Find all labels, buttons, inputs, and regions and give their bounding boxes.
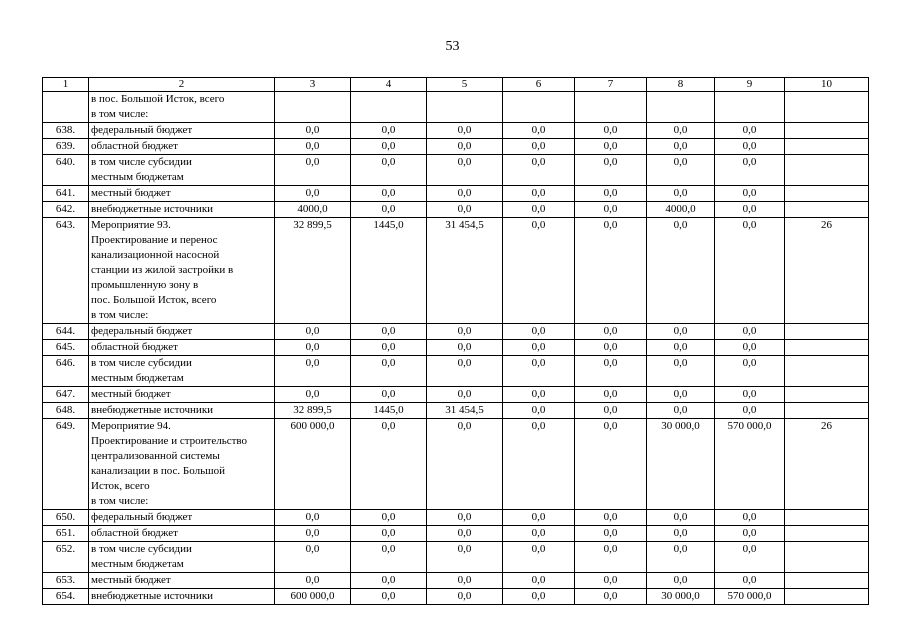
cell-col-9: 0,0 [715, 387, 785, 403]
cell-col-10 [785, 403, 869, 419]
row-description: в том числе субсидии местным бюджетам [89, 356, 275, 387]
column-header-7: 7 [575, 78, 647, 92]
cell-col-3: 32 899,5 [275, 403, 351, 419]
cell-col-3: 0,0 [275, 324, 351, 340]
cell-col-6: 0,0 [503, 542, 575, 573]
row-description: областной бюджет [89, 139, 275, 155]
cell-col-10: 26 [785, 419, 869, 510]
cell-col-5: 0,0 [427, 186, 503, 202]
cell-col-5: 0,0 [427, 542, 503, 573]
cell-col-5: 31 454,5 [427, 403, 503, 419]
cell-col-7: 0,0 [575, 573, 647, 589]
cell-col-6: 0,0 [503, 218, 575, 324]
cell-col-3: 0,0 [275, 123, 351, 139]
cell-col-4: 0,0 [351, 573, 427, 589]
cell-col-8: 0,0 [647, 218, 715, 324]
cell-col-9: 0,0 [715, 542, 785, 573]
cell-col-10 [785, 92, 869, 123]
cell-col-10 [785, 324, 869, 340]
cell-col-4: 0,0 [351, 155, 427, 186]
cell-col-9: 0,0 [715, 340, 785, 356]
cell-col-5: 0,0 [427, 155, 503, 186]
cell-col-5: 0,0 [427, 387, 503, 403]
cell-col-8: 0,0 [647, 526, 715, 542]
cell-col-9: 0,0 [715, 218, 785, 324]
cell-col-8: 30 000,0 [647, 589, 715, 605]
budget-table [42, 77, 869, 605]
cell-col-6: 0,0 [503, 324, 575, 340]
row-number: 644. [43, 324, 89, 340]
column-header-2: 2 [89, 78, 275, 92]
cell-col-7: 0,0 [575, 589, 647, 605]
table-row [43, 155, 869, 186]
cell-col-9: 0,0 [715, 324, 785, 340]
cell-col-7: 0,0 [575, 526, 647, 542]
cell-col-10 [785, 186, 869, 202]
cell-col-5: 0,0 [427, 526, 503, 542]
cell-col-10 [785, 573, 869, 589]
row-description: в том числе субсидии местным бюджетам [89, 155, 275, 186]
row-number: 646. [43, 356, 89, 387]
row-description: областной бюджет [89, 340, 275, 356]
cell-col-9: 0,0 [715, 403, 785, 419]
row-number: 638. [43, 123, 89, 139]
row-description: местный бюджет [89, 573, 275, 589]
cell-col-3: 0,0 [275, 186, 351, 202]
cell-col-8: 0,0 [647, 573, 715, 589]
row-description: Мероприятие 94. Проектирование и строительство централизованной системы канализации в пос. Большой Исток, всего в том числе: [89, 419, 275, 510]
row-description: в пос. Большой Исток, всего в том числе: [89, 92, 275, 123]
column-header-8: 8 [647, 78, 715, 92]
cell-col-6: 0,0 [503, 356, 575, 387]
cell-col-10 [785, 202, 869, 218]
cell-col-9: 570 000,0 [715, 589, 785, 605]
cell-col-4: 0,0 [351, 419, 427, 510]
cell-col-8: 0,0 [647, 123, 715, 139]
cell-col-5 [427, 92, 503, 123]
cell-col-10 [785, 123, 869, 139]
cell-col-9 [715, 92, 785, 123]
cell-col-3: 0,0 [275, 510, 351, 526]
cell-col-8: 0,0 [647, 510, 715, 526]
cell-col-8: 0,0 [647, 356, 715, 387]
cell-col-7: 0,0 [575, 139, 647, 155]
cell-col-7: 0,0 [575, 218, 647, 324]
cell-col-6: 0,0 [503, 123, 575, 139]
cell-col-3: 4000,0 [275, 202, 351, 218]
cell-col-8: 0,0 [647, 139, 715, 155]
cell-col-3: 32 899,5 [275, 218, 351, 324]
column-header-3: 3 [275, 78, 351, 92]
cell-col-6: 0,0 [503, 403, 575, 419]
cell-col-6: 0,0 [503, 155, 575, 186]
cell-col-6: 0,0 [503, 526, 575, 542]
cell-col-7: 0,0 [575, 202, 647, 218]
cell-col-3: 0,0 [275, 526, 351, 542]
cell-col-5: 0,0 [427, 202, 503, 218]
cell-col-6: 0,0 [503, 573, 575, 589]
cell-col-5: 0,0 [427, 324, 503, 340]
cell-col-8 [647, 92, 715, 123]
cell-col-4: 0,0 [351, 324, 427, 340]
cell-col-8: 0,0 [647, 324, 715, 340]
column-header-6: 6 [503, 78, 575, 92]
cell-col-5: 0,0 [427, 123, 503, 139]
row-description: внебюджетные источники [89, 589, 275, 605]
cell-col-3: 0,0 [275, 139, 351, 155]
cell-col-10 [785, 155, 869, 186]
row-number: 647. [43, 387, 89, 403]
table-row [43, 589, 869, 605]
column-header-1: 1 [43, 78, 89, 92]
cell-col-9: 0,0 [715, 186, 785, 202]
row-number: 649. [43, 419, 89, 510]
cell-col-4: 0,0 [351, 356, 427, 387]
cell-col-3: 600 000,0 [275, 589, 351, 605]
cell-col-7: 0,0 [575, 324, 647, 340]
cell-col-7: 0,0 [575, 542, 647, 573]
cell-col-5: 0,0 [427, 139, 503, 155]
column-header-4: 4 [351, 78, 427, 92]
cell-col-8: 0,0 [647, 340, 715, 356]
table-row [43, 356, 869, 387]
table-row [43, 510, 869, 526]
cell-col-5: 0,0 [427, 419, 503, 510]
row-description: внебюджетные источники [89, 403, 275, 419]
row-number: 639. [43, 139, 89, 155]
table-row [43, 573, 869, 589]
cell-col-4: 1445,0 [351, 218, 427, 324]
cell-col-9: 0,0 [715, 510, 785, 526]
cell-col-3: 0,0 [275, 542, 351, 573]
table-body [43, 92, 869, 605]
cell-col-6: 0,0 [503, 510, 575, 526]
table-row [43, 340, 869, 356]
cell-col-7 [575, 92, 647, 123]
cell-col-9: 0,0 [715, 202, 785, 218]
cell-col-6 [503, 92, 575, 123]
row-number: 652. [43, 542, 89, 573]
cell-col-4: 0,0 [351, 387, 427, 403]
cell-col-5: 0,0 [427, 573, 503, 589]
row-description: местный бюджет [89, 387, 275, 403]
cell-col-9: 0,0 [715, 155, 785, 186]
cell-col-3: 0,0 [275, 155, 351, 186]
cell-col-7: 0,0 [575, 510, 647, 526]
cell-col-10 [785, 542, 869, 573]
row-number: 650. [43, 510, 89, 526]
cell-col-7: 0,0 [575, 387, 647, 403]
cell-col-5: 0,0 [427, 356, 503, 387]
cell-col-4: 0,0 [351, 186, 427, 202]
cell-col-10: 26 [785, 218, 869, 324]
row-number [43, 92, 89, 123]
cell-col-5: 0,0 [427, 340, 503, 356]
row-number: 641. [43, 186, 89, 202]
cell-col-3 [275, 92, 351, 123]
cell-col-6: 0,0 [503, 340, 575, 356]
row-number: 643. [43, 218, 89, 324]
cell-col-8: 30 000,0 [647, 419, 715, 510]
cell-col-8: 4000,0 [647, 202, 715, 218]
row-description: федеральный бюджет [89, 510, 275, 526]
cell-col-6: 0,0 [503, 419, 575, 510]
cell-col-4: 0,0 [351, 510, 427, 526]
header-row [43, 78, 869, 92]
cell-col-9: 0,0 [715, 356, 785, 387]
cell-col-7: 0,0 [575, 403, 647, 419]
row-number: 648. [43, 403, 89, 419]
row-number: 645. [43, 340, 89, 356]
cell-col-10 [785, 340, 869, 356]
cell-col-7: 0,0 [575, 356, 647, 387]
row-description: внебюджетные источники [89, 202, 275, 218]
cell-col-4: 0,0 [351, 340, 427, 356]
cell-col-7: 0,0 [575, 155, 647, 186]
cell-col-9: 0,0 [715, 526, 785, 542]
cell-col-5: 0,0 [427, 589, 503, 605]
cell-col-10 [785, 589, 869, 605]
table-row [43, 139, 869, 155]
cell-col-3: 0,0 [275, 573, 351, 589]
cell-col-4 [351, 92, 427, 123]
cell-col-10 [785, 387, 869, 403]
cell-col-4: 0,0 [351, 123, 427, 139]
row-number: 642. [43, 202, 89, 218]
column-header-9: 9 [715, 78, 785, 92]
row-number: 651. [43, 526, 89, 542]
cell-col-10 [785, 139, 869, 155]
cell-col-5: 0,0 [427, 510, 503, 526]
row-description: федеральный бюджет [89, 324, 275, 340]
row-description: местный бюджет [89, 186, 275, 202]
cell-col-3: 600 000,0 [275, 419, 351, 510]
cell-col-8: 0,0 [647, 403, 715, 419]
cell-col-4: 0,0 [351, 139, 427, 155]
cell-col-3: 0,0 [275, 356, 351, 387]
table-row [43, 186, 869, 202]
cell-col-6: 0,0 [503, 139, 575, 155]
row-number: 654. [43, 589, 89, 605]
cell-col-6: 0,0 [503, 589, 575, 605]
cell-col-8: 0,0 [647, 387, 715, 403]
column-header-5: 5 [427, 78, 503, 92]
cell-col-6: 0,0 [503, 186, 575, 202]
cell-col-9: 0,0 [715, 573, 785, 589]
cell-col-8: 0,0 [647, 542, 715, 573]
row-description: федеральный бюджет [89, 123, 275, 139]
table-row [43, 387, 869, 403]
cell-col-8: 0,0 [647, 186, 715, 202]
cell-col-10 [785, 356, 869, 387]
table-row [43, 542, 869, 573]
cell-col-4: 0,0 [351, 202, 427, 218]
row-number: 640. [43, 155, 89, 186]
table-row [43, 123, 869, 139]
page-number: 53 [445, 39, 460, 54]
table-row [43, 202, 869, 218]
cell-col-5: 31 454,5 [427, 218, 503, 324]
table-row [43, 403, 869, 419]
cell-col-3: 0,0 [275, 340, 351, 356]
column-header-10: 10 [785, 78, 869, 92]
cell-col-8: 0,0 [647, 155, 715, 186]
cell-col-4: 0,0 [351, 526, 427, 542]
cell-col-10 [785, 510, 869, 526]
table-row [43, 92, 869, 123]
cell-col-4: 1445,0 [351, 403, 427, 419]
cell-col-7: 0,0 [575, 340, 647, 356]
table-row [43, 218, 869, 324]
cell-col-6: 0,0 [503, 202, 575, 218]
row-description: в том числе субсидии местным бюджетам [89, 542, 275, 573]
cell-col-9: 570 000,0 [715, 419, 785, 510]
cell-col-4: 0,0 [351, 542, 427, 573]
cell-col-6: 0,0 [503, 387, 575, 403]
cell-col-10 [785, 526, 869, 542]
table-row [43, 419, 869, 510]
cell-col-9: 0,0 [715, 123, 785, 139]
cell-col-7: 0,0 [575, 123, 647, 139]
table-row [43, 526, 869, 542]
cell-col-4: 0,0 [351, 589, 427, 605]
row-description: областной бюджет [89, 526, 275, 542]
row-number: 653. [43, 573, 89, 589]
cell-col-7: 0,0 [575, 186, 647, 202]
row-description: Мероприятие 93. Проектирование и перенос канализационной насосной станции из жилой застройки в промышленную зону в пос. Большой Исток, всего в том числе: [89, 218, 275, 324]
cell-col-9: 0,0 [715, 139, 785, 155]
cell-col-7: 0,0 [575, 419, 647, 510]
table-row [43, 324, 869, 340]
cell-col-3: 0,0 [275, 387, 351, 403]
